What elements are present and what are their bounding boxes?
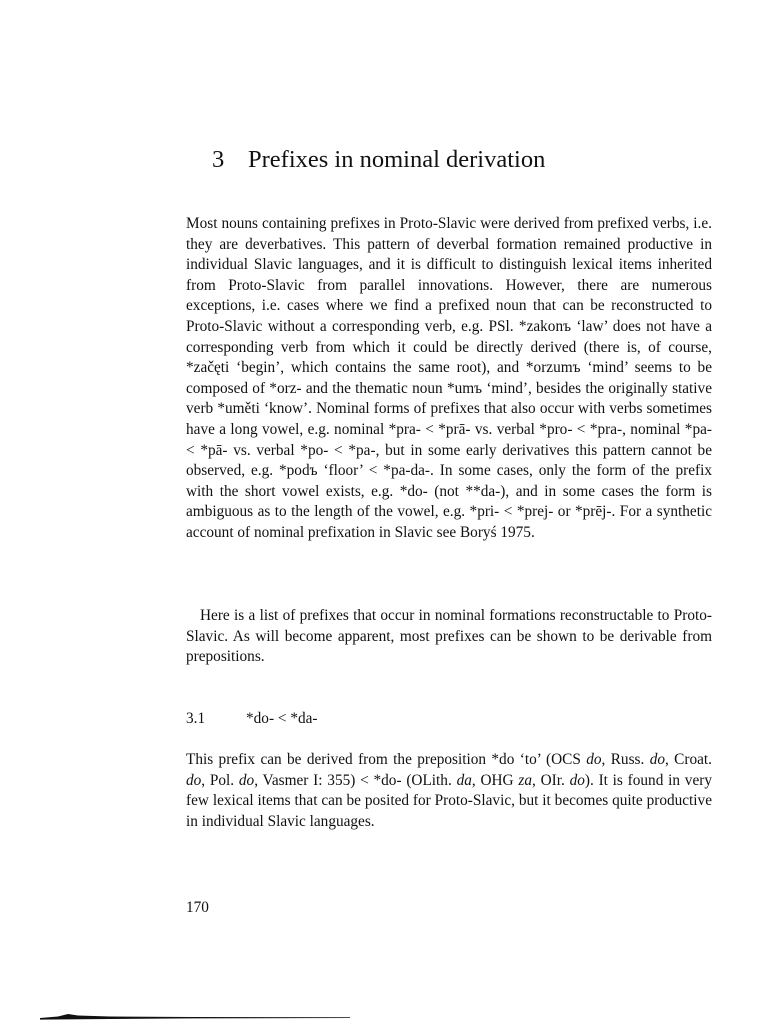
- section-text: This prefix can be derived from the preposition *do ‘to’ (OCS: [186, 751, 587, 768]
- section-text: ). It is found in very few lexical items that can be posited for Proto-Slavic, but it becomes quite productive in individual Slavic languages.: [186, 771, 712, 830]
- section-text: , Croat.: [664, 751, 712, 768]
- form-oir: do: [569, 771, 585, 789]
- section-text: , Vasmer I: 355) < *do- (OLith.: [254, 771, 457, 789]
- section-text: , Pol.: [201, 771, 239, 789]
- form-ohg: za: [518, 771, 532, 789]
- section-text: , OIr.: [531, 771, 570, 789]
- form-ocs: do: [586, 751, 602, 768]
- second-paragraph-text: Here is a list of prefixes that occur in nominal formations reconstructable to Proto-Slavic. As will become apparent, most prefixes can be shown to be derivable from prepositions.: [186, 607, 712, 666]
- section-number: 3.1: [186, 710, 206, 727]
- section-paragraph: [186, 750, 712, 832]
- form-olith: da: [456, 771, 472, 789]
- form-croat: do: [186, 771, 202, 789]
- form-russ: do: [649, 751, 665, 768]
- chapter-title: Prefixes in nominal derivation: [248, 146, 546, 173]
- section-title: *do- < *da-: [246, 710, 318, 727]
- section-text: , OHG: [471, 771, 519, 789]
- section-heading: [186, 710, 318, 728]
- form-pol: do: [238, 771, 255, 789]
- chapter-heading: [212, 146, 545, 174]
- page-number: 170: [186, 899, 209, 916]
- section-text: , Russ.: [601, 751, 650, 768]
- chapter-number: 3: [212, 146, 225, 173]
- intro-paragraph: Most nouns containing prefixes in Proto-Slavic were derived from prefixed verbs, i.e. they are deverbatives. This pattern of deverbal formation remained productive in individual Slavic languages, and it is difficult to distinguish lexical items inherited from Proto-Slavic from parallel innovations. However, there are numerous exceptions, i.e. cases where we find a prefixed noun that can be reconstructed to Proto-Slavic without a corresponding verb, e.g. PSl. *zakonъ ‘law’ does not have a corresponding verb from which it could be directly derived (there is, of course, *začęti ‘begin’, which contains the same root), and *orzumъ ‘mind’ seems to be composed of *orz- and the thematic noun *umъ ‘mind’, besides the originally stative verb *uměti ‘know’. Nominal forms of prefixes that also occur with verbs sometimes have a long vowel, e.g. nominal *pra- < *prā- vs. verbal *pro- < *pra-, nominal *pa- < *pā- vs. verbal *po- < *pa-, but in some early derivatives this pattern cannot be observed, e.g. *podъ ‘floor’ < *pa-da-. In some cases, only the form of the prefix with the short vowel exists, e.g. *do- (not **da-), and in some cases the form is ambiguous as to the length of the vowel, e.g. *pri- < *prej- or *prēj-. For a synthetic account of nominal prefixation in Slavic see Boryś 1975.: [186, 215, 712, 541]
- second-paragraph: [186, 606, 712, 668]
- scan-edge-mark: [40, 1012, 350, 1020]
